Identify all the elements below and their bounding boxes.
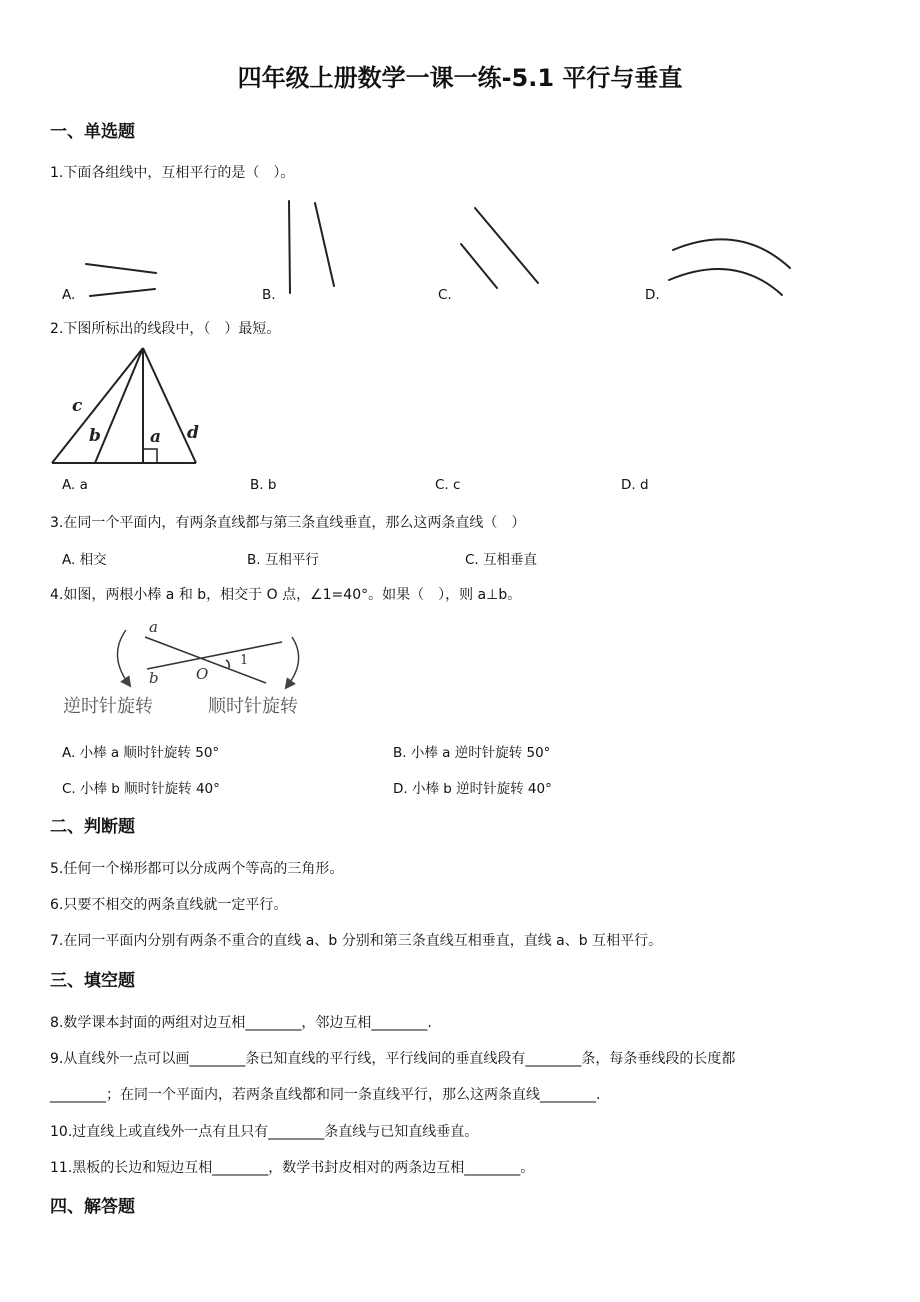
q2-option-a: A. a — [62, 477, 88, 493]
q4-option-d: D. 小棒 b 逆时针旋转 40° — [393, 781, 552, 797]
page-title: 四年级上册数学一课一练-5.1 平行与垂直 — [237, 64, 683, 92]
section-heading-single-choice: 一、单选题 — [50, 122, 135, 142]
question-1-stem: 1.下面各组线中，互相平行的是（ ）。 — [50, 165, 295, 181]
clockwise-arrow — [288, 637, 299, 685]
q4-option-c: C. 小棒 b 顺时针旋转 40° — [62, 781, 220, 797]
q2-option-c: C. c — [435, 477, 461, 493]
label-a: a — [150, 427, 162, 447]
caption-clockwise: 顺时针旋转 — [208, 696, 298, 717]
question-4-stem: 4.如图，两根小棒 a 和 b，相交于 O 点，∠1=40°。如果（ ），则 a⊥b。 — [50, 587, 522, 603]
q4-option-a: A. 小棒 a 顺时针旋转 50° — [62, 745, 220, 761]
question-8: 8.数学课本封面的两组对边互相________，邻边互相________. — [50, 1015, 432, 1031]
question-5: 5.任何一个梯形都可以分成两个等高的三角形。 — [50, 861, 344, 877]
question-10: 10.过直线上或直线外一点有且只有________条直线与已知直线垂直。 — [50, 1124, 479, 1140]
q2-option-b: B. b — [250, 477, 277, 493]
question-7: 7.在同一平面内分别有两条不重合的直线 a、b 分别和第三条直线互相垂直，直线 a、b 互相平行。 — [50, 933, 663, 949]
q3-option-a: A. 相交 — [62, 552, 107, 568]
label-c: c — [72, 396, 83, 416]
q1-option-c-label: C. — [438, 287, 452, 303]
section-heading-true-false: 二、判断题 — [50, 817, 135, 837]
question-11: 11.黑板的长边和短边互相________，数学书封皮相对的两条边互相________。 — [50, 1160, 535, 1176]
label-b: b — [89, 426, 101, 446]
section-heading-answer: 四、解答题 — [50, 1197, 135, 1217]
q3-option-c: C. 互相垂直 — [465, 552, 538, 568]
question-3-stem: 3.在同一个平面内，有两条直线都与第三条直线垂直，那么这两条直线（ ） — [50, 515, 526, 531]
question-9-line-1: 9.从直线外一点可以画________条已知直线的平行线，平行线间的垂直线段有________条，每条垂线段的长度都 — [50, 1051, 736, 1067]
caption-counterclockwise: 逆时针旋转 — [63, 696, 153, 717]
q3-option-b: B. 互相平行 — [247, 552, 319, 568]
q1-option-b-label: B. — [262, 287, 276, 303]
q4-option-b: B. 小棒 a 逆时针旋转 50° — [393, 745, 551, 761]
label-o: O — [196, 665, 209, 683]
angle-1-arc — [226, 660, 229, 668]
label-a: a — [149, 618, 158, 636]
label-d: d — [187, 423, 199, 443]
question-6: 6.只要不相交的两条直线就一定平行。 — [50, 897, 288, 913]
section-heading-fill-blank: 三、填空题 — [50, 971, 135, 991]
q1-option-d-label: D. — [645, 287, 660, 303]
question-2-stem: 2.下图所标出的线段中，（ ）最短。 — [50, 321, 281, 337]
question-9-line-2: ________；在同一个平面内，若两条直线都和同一条直线平行，那么这两条直线________. — [50, 1087, 601, 1103]
label-angle-1: 1 — [240, 653, 249, 668]
q2-option-d: D. d — [621, 477, 649, 493]
q1-option-a-label: A. — [62, 287, 76, 303]
label-b: b — [149, 669, 159, 687]
counterclockwise-arrow — [117, 630, 128, 683]
